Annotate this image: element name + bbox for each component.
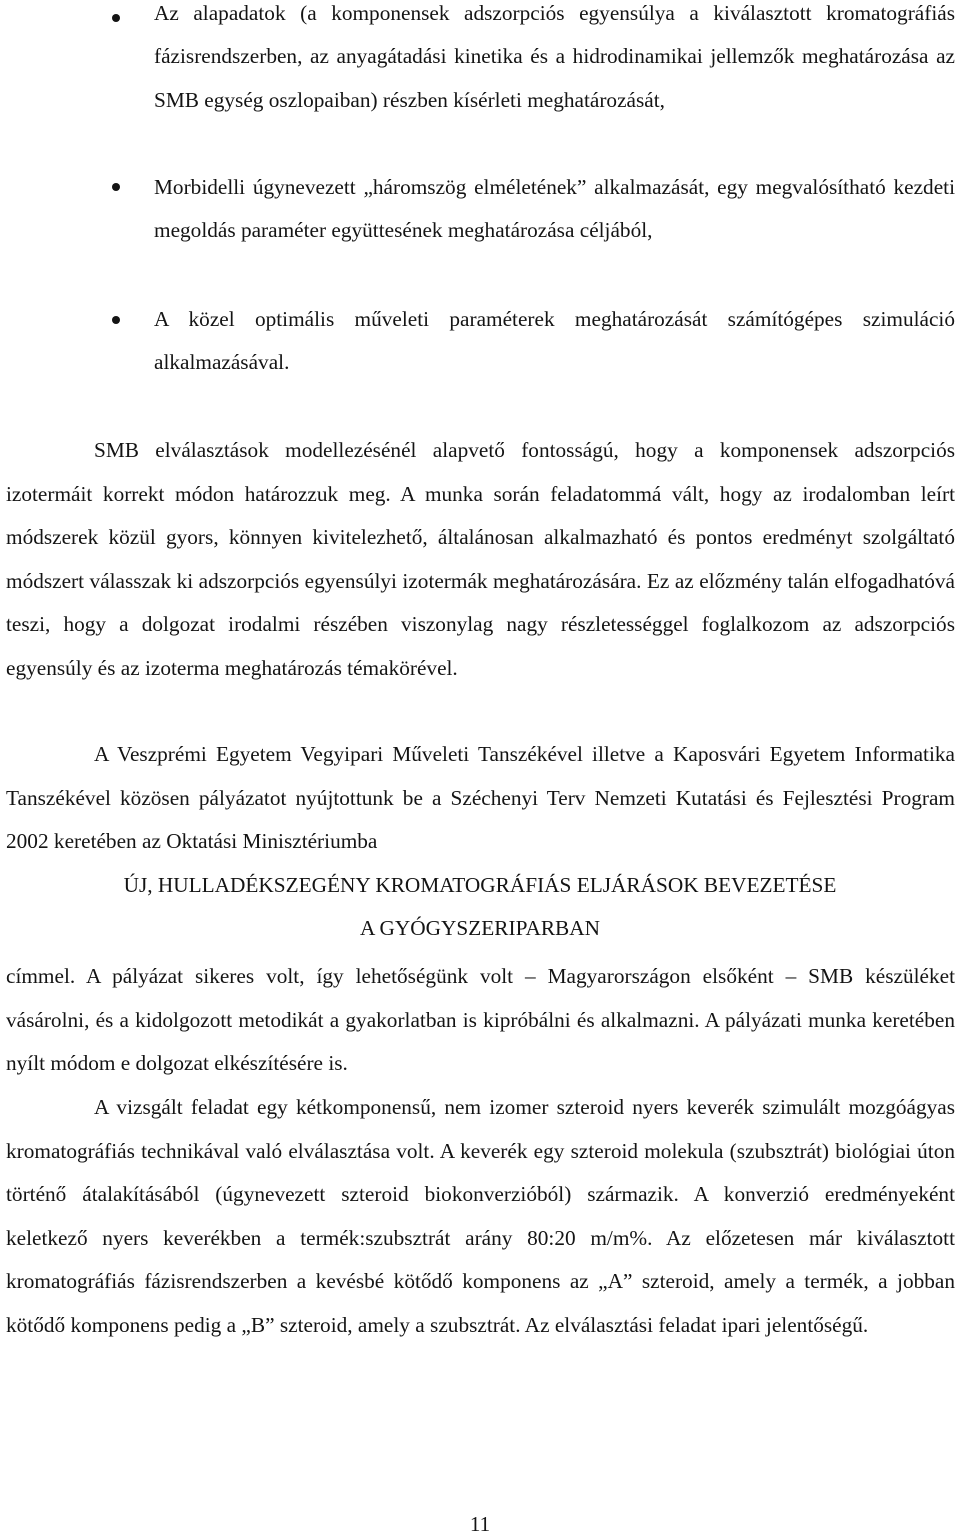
- bullet-dot-icon: [112, 316, 120, 324]
- project-title-line1: ÚJ, HULLADÉKSZEGÉNY KROMATOGRÁFIÁS ELJÁRÁSOK BEVEZETÉSE: [123, 873, 837, 897]
- bullet-text: Morbidelli úgynevezett „háromszög elméletének” alkalmazását, egy megvalósítható kezdeti megoldás paraméter együttesének meghatározása céljából,: [154, 175, 955, 243]
- project-title-line2: A GYÓGYSZERIPARBAN: [359, 916, 601, 940]
- bullet-dot-icon: [112, 14, 120, 22]
- bullet-text: A közel optimális műveleti paraméterek meghatározását számítógépes szimuláció alkalmazásával.: [154, 307, 955, 375]
- paragraph-isotherms: SMB elválasztások modellezésénél alapvető fontosságú, hogy a komponensek adszorpciós izotermáit korrekt módon határozzuk meg. A munka során feladatommá vált, hogy az irodalomban leírt módszerek közül gyors, könnyen kivitelezhető, általánosan alkalmazható és pontos eredményt szolgáltató módszert válasszak ki adszorpciós egyensúlyi izotermák meghatározására. Ez az előzmény talán elfogadhatóvá teszi, hogy a dolgozat irodalmi részében viszonylag nagy részletességgel foglalkozom az adszorpciós egyensúly és az izoterma meghatározás témakörével.: [6, 438, 955, 680]
- paragraph-grant-result: címmel. A pályázat sikeres volt, így lehetőségünk volt – Magyarországon elsőként – SMB készüléket vásárolni, és a kidolgozott metodikát a gyakorlatban is kipróbálni és alkalmazni. A pályázati munka keretében nyílt módom e dolgozat elkészítésére is.: [6, 964, 955, 1076]
- bullet-text: Az alapadatok (a komponensek adszorpciós egyensúlya a kiválasztott kromatográfiás fázisrendszerben, az anyagátadási kinetika és a hidrodinamikai jellemzők meghatározása az SMB egység oszlopaiban) részben kísérleti meghatározását,: [154, 1, 955, 112]
- paragraph-grant: A Veszprémi Egyetem Vegyipari Műveleti Tanszékével illetve a Kaposvári Egyetem Informatika Tanszékével közösen pályázatot nyújtottunk be a Széchenyi Terv Nemzeti Kutatási és Fejlesztési Program 2002 keretében az Oktatási Minisztériumba: [6, 742, 955, 854]
- page-number: 11: [469, 1512, 491, 1536]
- paragraph-task: A vizsgált feladat egy kétkomponensű, nem izomer szteroid nyers keverék szimulált mozgóágyas kromatográfiás technikával való elválasztása volt. A keverék egy szteroid molekula (szubsztrát) biológiai úton történő átalakításából (úgynevezett szteroid biokonverzióból) származik. A konverzió eredményeként keletkező nyers keverékben a termék:szubsztrát arány 80:20 m/m%. Az előzetesen már kiválasztott kromatográfiás fázisrendszerben a kevésbé kötődő komponens az „A” szteroid, amely a termék, a jobban kötődő komponens pedig a „B” szteroid, amely a szubsztrát. Az elválasztási feladat ipari jelentőségű.: [6, 1095, 955, 1337]
- bullet-dot-icon: [112, 183, 120, 191]
